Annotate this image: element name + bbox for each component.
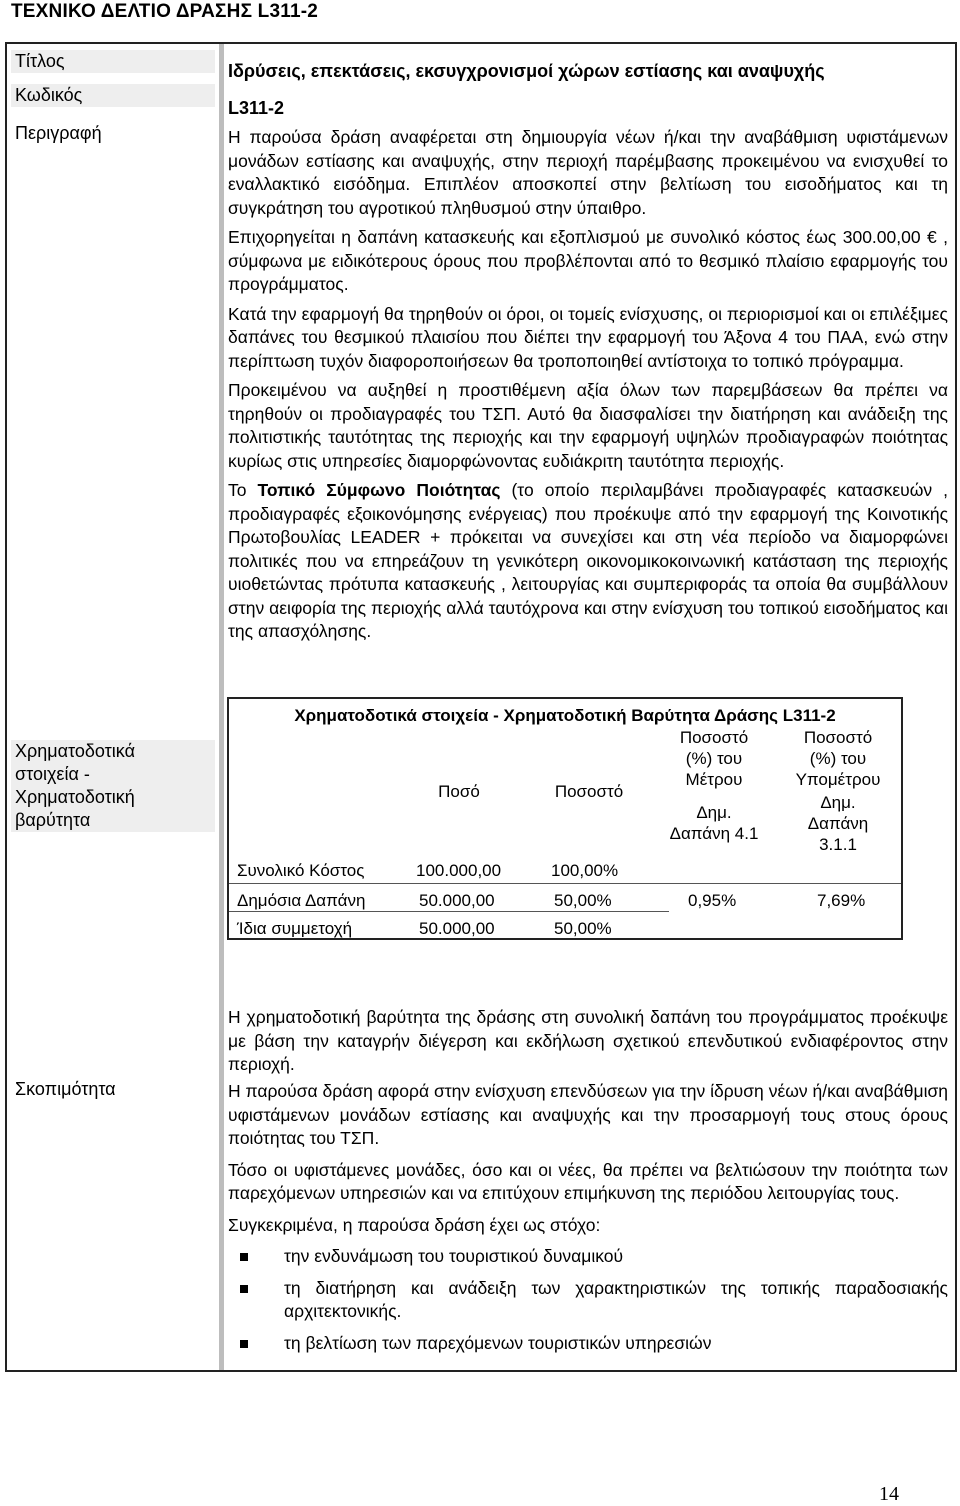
row-divider (229, 911, 669, 912)
description-paragraph: Κατά την εφαρμογή θα τηρηθούν οι όροι, οι τομείς ενίσχυσης, οι περιορισμοί και οι επιλέξιμες δαπάνες του θεσμικού πλαισίου που διέπει την εφαρμογή του Άξονα 4 του ΠΑΑ, ενώ στην περίπτωση τυχόν διαφοροποιήσεων θα τροποποιηθεί αντίστοιχα το τοπικό πρόγραμμα. (228, 303, 948, 371)
label-description: Περιγραφή (15, 123, 102, 143)
row-label: Δημόσια Δαπάνη (237, 891, 366, 910)
finance-table-heading: Χρηματοδοτικά στοιχεία - Χρηματοδοτική Βαρύτητα Δράσης L311-2 (294, 706, 836, 725)
col-header-amount: Ποσό (438, 782, 480, 801)
finance-note: Η χρηματοδοτική βαρύτητα της δράσης στη συνολική δαπάνη του προγράμματος προέκυψε με βάση την καταγρήν διέγερση και εκδήλωση σχετικού επενδυτικού ενδιαφέροντος στην περιοχή. (228, 1007, 948, 1074)
square-bullet-icon (240, 1285, 248, 1293)
row-divider (229, 883, 901, 884)
page-number: 14 (879, 1483, 899, 1505)
row-amount: 100.000,00 (416, 861, 502, 880)
description-paragraph: Η παρούσα δράση αναφέρεται στη δημιουργία νέων ή/και την αναβάθμιση υφιστάμενων μονάδων εστίασης και αναψυχής, στην περιοχή παρέμβασης προκειμένου να ενισχυθεί το εναλλακτικό εισόδημα. Επιπλέον αποσκοπεί στην βελτίωση του εισοδήματος και τη συγκράτηση του αγροτικού πληθυσμού στην ύπαιθρο. (228, 127, 948, 218)
square-bullet-icon (240, 1253, 248, 1261)
column-divider (219, 44, 224, 1370)
list-item: τη βελτίωση των παρεχόμενων τουριστικών υπηρεσιών (228, 1332, 948, 1356)
description-paragraph: Προκειμένου να αυξηθεί η προστιθέμενη αξία όλων των παρεμβάσεων θα πρέπει να τηρηθούν οι προδιαγραφές του ΤΣΠ. Αυτό θα διασφαλίσει την διατήρηση και ανάδειξη της πολιτιστικής ταυτότητας της περιοχής και την εφαρμογή υψηλών προδιαγραφών ποιότητας κυρίως στις υπηρεσίες διαμορφώνοντας ευδιάκριτη ταυτότητα περιοχής. (228, 380, 948, 471)
label-title: Τίτλος (11, 50, 215, 73)
col-header-measure: Ποσοστό (%) του Μέτρου Δημ. Δαπάνη 4.1 (669, 728, 759, 843)
description-paragraph: Το Τοπικό Σύμφωνο Ποιότητας (το οποίο περιλαμβάνει προδιαγραφές κατασκευών , προδιαγραφές εξοικονόμησης ενέργειας) που προέκυψε από την εφαρμογή της Κοινοτικής Πρωτοβουλίας LEADER + πρόκειται να συνεχίσει και στη νέα περίοδο να διαμορφώνει πολιτικές που να επηρεάζουν τη γενικότερη οικονομικοκοινωνική κατάσταση της περιοχής υιοθετώντας πρότυπα κατασκευής , λειτουργίας και συμπεριφοράς τα οποία θα συμβάλλουν στην αειφορία της περιοχής αλλά ταυτόχρονα και στην ενίσχυση του τοπικού εισοδήματος και της απασχόλησης. (228, 480, 948, 641)
description-text (228, 126, 948, 650)
col-header-submeasure: Ποσοστό (%) του Υπομέτρου Δημ. Δαπάνη 3.1.1 (795, 728, 881, 854)
purpose-text (228, 1080, 948, 1363)
purpose-paragraph: Συγκεκριμένα, η παρούσα δράση έχει ως στόχο: (228, 1214, 601, 1235)
action-code-value: L311-2 (228, 98, 285, 118)
row-percent: 50,00% (554, 919, 612, 938)
square-bullet-icon (240, 1340, 248, 1348)
row-measure-percent: 0,95% (688, 891, 737, 910)
quality-pact-term: Τοπικό Σύμφωνο Ποιότητας (257, 480, 501, 500)
row-amount: 50.000,00 (419, 891, 495, 910)
list-item: την ενδυνάμωση του τουριστικού δυναμικού (228, 1245, 948, 1269)
purpose-bullet-list (228, 1245, 948, 1355)
label-purpose: Σκοπιμότητα (15, 1079, 116, 1099)
row-amount: 50.000,00 (419, 919, 495, 938)
finance-table (227, 697, 903, 940)
document-title: ΤΕΧΝΙΚΟ ΔΕΛΤΙΟ ΔΡΑΣΗΣ L311-2 (11, 1, 319, 22)
col-header-percent: Ποσοστό (554, 782, 624, 801)
row-label: Ίδια συμμετοχή (237, 919, 353, 938)
label-finance: Χρηματοδοτικά στοιχεία - Χρηματοδοτική βαρύτητα (11, 740, 215, 832)
list-item: τη διατήρηση και ανάδειξη των χαρακτηριστικών της τοπικής παραδοσιακής αρχιτεκτονικής. (228, 1277, 948, 1324)
purpose-paragraph: Η παρούσα δράση αφορά στην ενίσχυση επενδύσεων για την ίδρυση νέων ή/και αναβάθμιση υφιστάμενων μονάδων εστίασης και αναψυχής και την προσαρμογή τους στους όρους ποιότητας του ΤΣΠ. (228, 1081, 948, 1148)
description-paragraph: Επιχορηγείται η δαπάνη κατασκευής και εξοπλισμού με συνολικό κόστος έως 300.00,00 € , σύμφωνα με ειδικότερους όρους που προβλέπονται από το θεσμικό πλαίσιο εφαρμογής του προγράμματος. (228, 227, 948, 294)
row-submeasure-percent: 7,69% (817, 891, 866, 910)
row-percent: 100,00% (551, 861, 619, 880)
row-percent: 50,00% (554, 891, 612, 910)
label-code: Κωδικός (11, 84, 215, 107)
purpose-paragraph: Τόσο οι υφιστάμενες μονάδες, όσο και οι νέες, θα πρέπει να βελτιώσουν την ποιότητα των παρεχόμενων υπηρεσιών και να επιτύχουν επιμήκυνση της περιόδου λειτουργίας τους. (228, 1159, 948, 1203)
row-label: Συνολικό Κόστος (237, 861, 365, 880)
action-title-value: Ιδρύσεις, επεκτάσεις, εκσυγχρονισμοί χώρων εστίασης και αναψυχής (228, 61, 825, 81)
